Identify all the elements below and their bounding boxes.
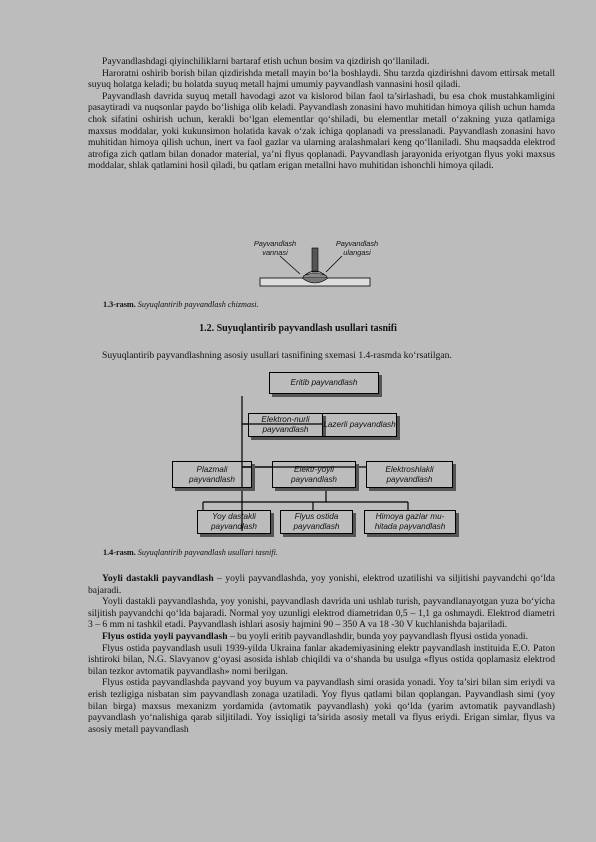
- diagram-level4-box: Yoy dastakli payvandlash: [197, 510, 271, 534]
- caption-text: Suyuqlantirib payvandlash usullari tasnifi.: [137, 548, 278, 557]
- section-heading: 1.2. Suyuqlantirib payvandlash usullari tasnifi: [199, 323, 397, 334]
- figure-caption: [103, 548, 278, 557]
- paragraph: Suyuqlantirib payvandlashning asosiy usullari tasnifining sxemasi 1.4-rasmda ko‘rsatilgan.: [102, 350, 452, 361]
- diagram-level2-box: Elektron-nurli payvandlash: [248, 413, 323, 437]
- term: Yoyli dastakli payvandlash: [102, 573, 214, 584]
- diagram-level3-box: Elektroshlakli payvandlash: [366, 461, 453, 488]
- diagram-level4-box: Himoya gazlar mu- hitada payvandlash: [364, 510, 456, 534]
- paragraph: Flyus ostida payvandlashda payvand yoy buyum va payvandlash simi orasida yonadi. Yoy ta’siri bilan sim eriydi va erish tezligiga nisbatan sim payvandlash zonaga uzatiladi. Yoy flyus qatlami bilan qoplangan. Payvandlash simi (yoy bilan birga) maxsus mexanizm yordamida (avtomatik payvandlash) yoki qo‘lda (yarim avtomatik payvandlash) payvandlash yo‘nalishiga qarab siljitiladi. Yoy issiqligi ta’sirida asosiy metall va flyus eriydi. Erigan simlar, flyus va asosiy metall payvandlash: [88, 677, 555, 735]
- definition: – bu yoyli eritib payvandlashdir, bunda yoy payvandlash flyusi ostida yonadi.: [227, 630, 528, 642]
- paragraph: Haroratni oshirib borish bilan qizdirishda metall mayin bo‘la boshlaydi. Shu tarzda qizdirishni davom ettirsak metall suyuq holatga keladi; bu holatda suyuq metall hajmi umumiy payvandlash vannasini hosil qiladi.: [88, 67, 555, 91]
- diagram-level3-box: Elektr-yoyli payvandlash: [272, 461, 356, 488]
- diagram-level2-box: Lazerli payvandlash: [322, 413, 397, 437]
- term: Flyus ostida yoyli payvandlash: [102, 630, 228, 642]
- caption-number: 1.4-rasm.: [103, 548, 136, 557]
- diagram-level4-box: Flyus ostida payvandlash: [280, 510, 353, 534]
- text-block-bottom: [88, 573, 555, 735]
- weld-seam-label: Payvandlash ulangasi: [335, 239, 379, 257]
- diagram-level3-box: Plazmali payvandlash: [172, 461, 252, 488]
- caption-text: Suyuqlantirib payvandlash chizmasi.: [137, 300, 259, 309]
- diagram-root-box: Eritib payvandlash: [269, 372, 379, 394]
- caption-number: 1.3-rasm.: [103, 300, 136, 309]
- paragraph: [88, 573, 555, 596]
- paragraph: Payvandlash davrida suyuq metall havodagi azot va kislorod bilan faol ta’sirlashadi, bu esa chok mustahkamligini pasaytiradi va nuqsonlar paydo bo‘lishiga olib keladi. Payvandlash zonasini havo muhitidan himoya qilish uchun hamda chok sifatini oshirish uchun, kerakli bo‘lgan elementlar qo‘shiladi, bu elementlar metall o‘zakning yuza qatlamiga maxsus moddalar, yoki kukunsimon holatida kavak o‘zak ichiga qoplanadi va presslanadi. Payvandlash zonasini havo muhitidan himoya qilish uchun, inert va faol gazlar va ularning aralashmalari keng qo‘llaniladi. Shu maqsadda elektrod atrofiga zich qatlam bilan donador material, ya’ni flyus qoplanadi. Payvandlash jarayonida eriyotgan flyus yoki maxsus moddalar, shlak qatlamini hosil qiladi, bu qatlam erigan metallni havo muhitidan ishonchli himoya qiladi.: [88, 90, 555, 172]
- paragraph: Yoyli dastakli payvandlashda, yoy yonishi, payvandlash davrida uni ushlab turish, payvandlanayotgan yuza bo‘yicha siljitish payvandchi qo‘lda bajaradi. Normal yoy uzunligi elektrod diametridan 0,5 – 1,1 ga oshmaydi. Elektrod diametri 3 – 6 mm ni tashkil etadi. Payvandlash ishlari asosiy hajmini 90 – 350 A va 18 -30 V kuchlanishda bajariladi.: [88, 596, 555, 631]
- paragraph: Payvandlashdagi qiyinchiliklarni bartaraf etish uchun bosim va qizdirish qo‘llaniladi.: [102, 56, 430, 67]
- definition: – yoyli payvandlashda, yoy yonishi, elektrod uzatilishi va siljitishi payvandchi qo‘lda bajaradi.: [88, 573, 555, 596]
- paragraph: Flyus ostida payvandlash usuli 1939-yilda Ukraina fanlar akademiyasining elektr payvandlash instituida E.O. Paton ishtiroki bilan, N.G. Slavyanov g‘oyasi asosida ishlab chiqildi va o‘shanda bu usulga «flyus ostida qoplamasiz elektrod bilan tezkor avtomatik payvandlash» nomi berilgan.: [88, 642, 555, 677]
- paragraph: [88, 631, 555, 643]
- weld-pool-label: Payvandlash vannasi: [253, 239, 297, 257]
